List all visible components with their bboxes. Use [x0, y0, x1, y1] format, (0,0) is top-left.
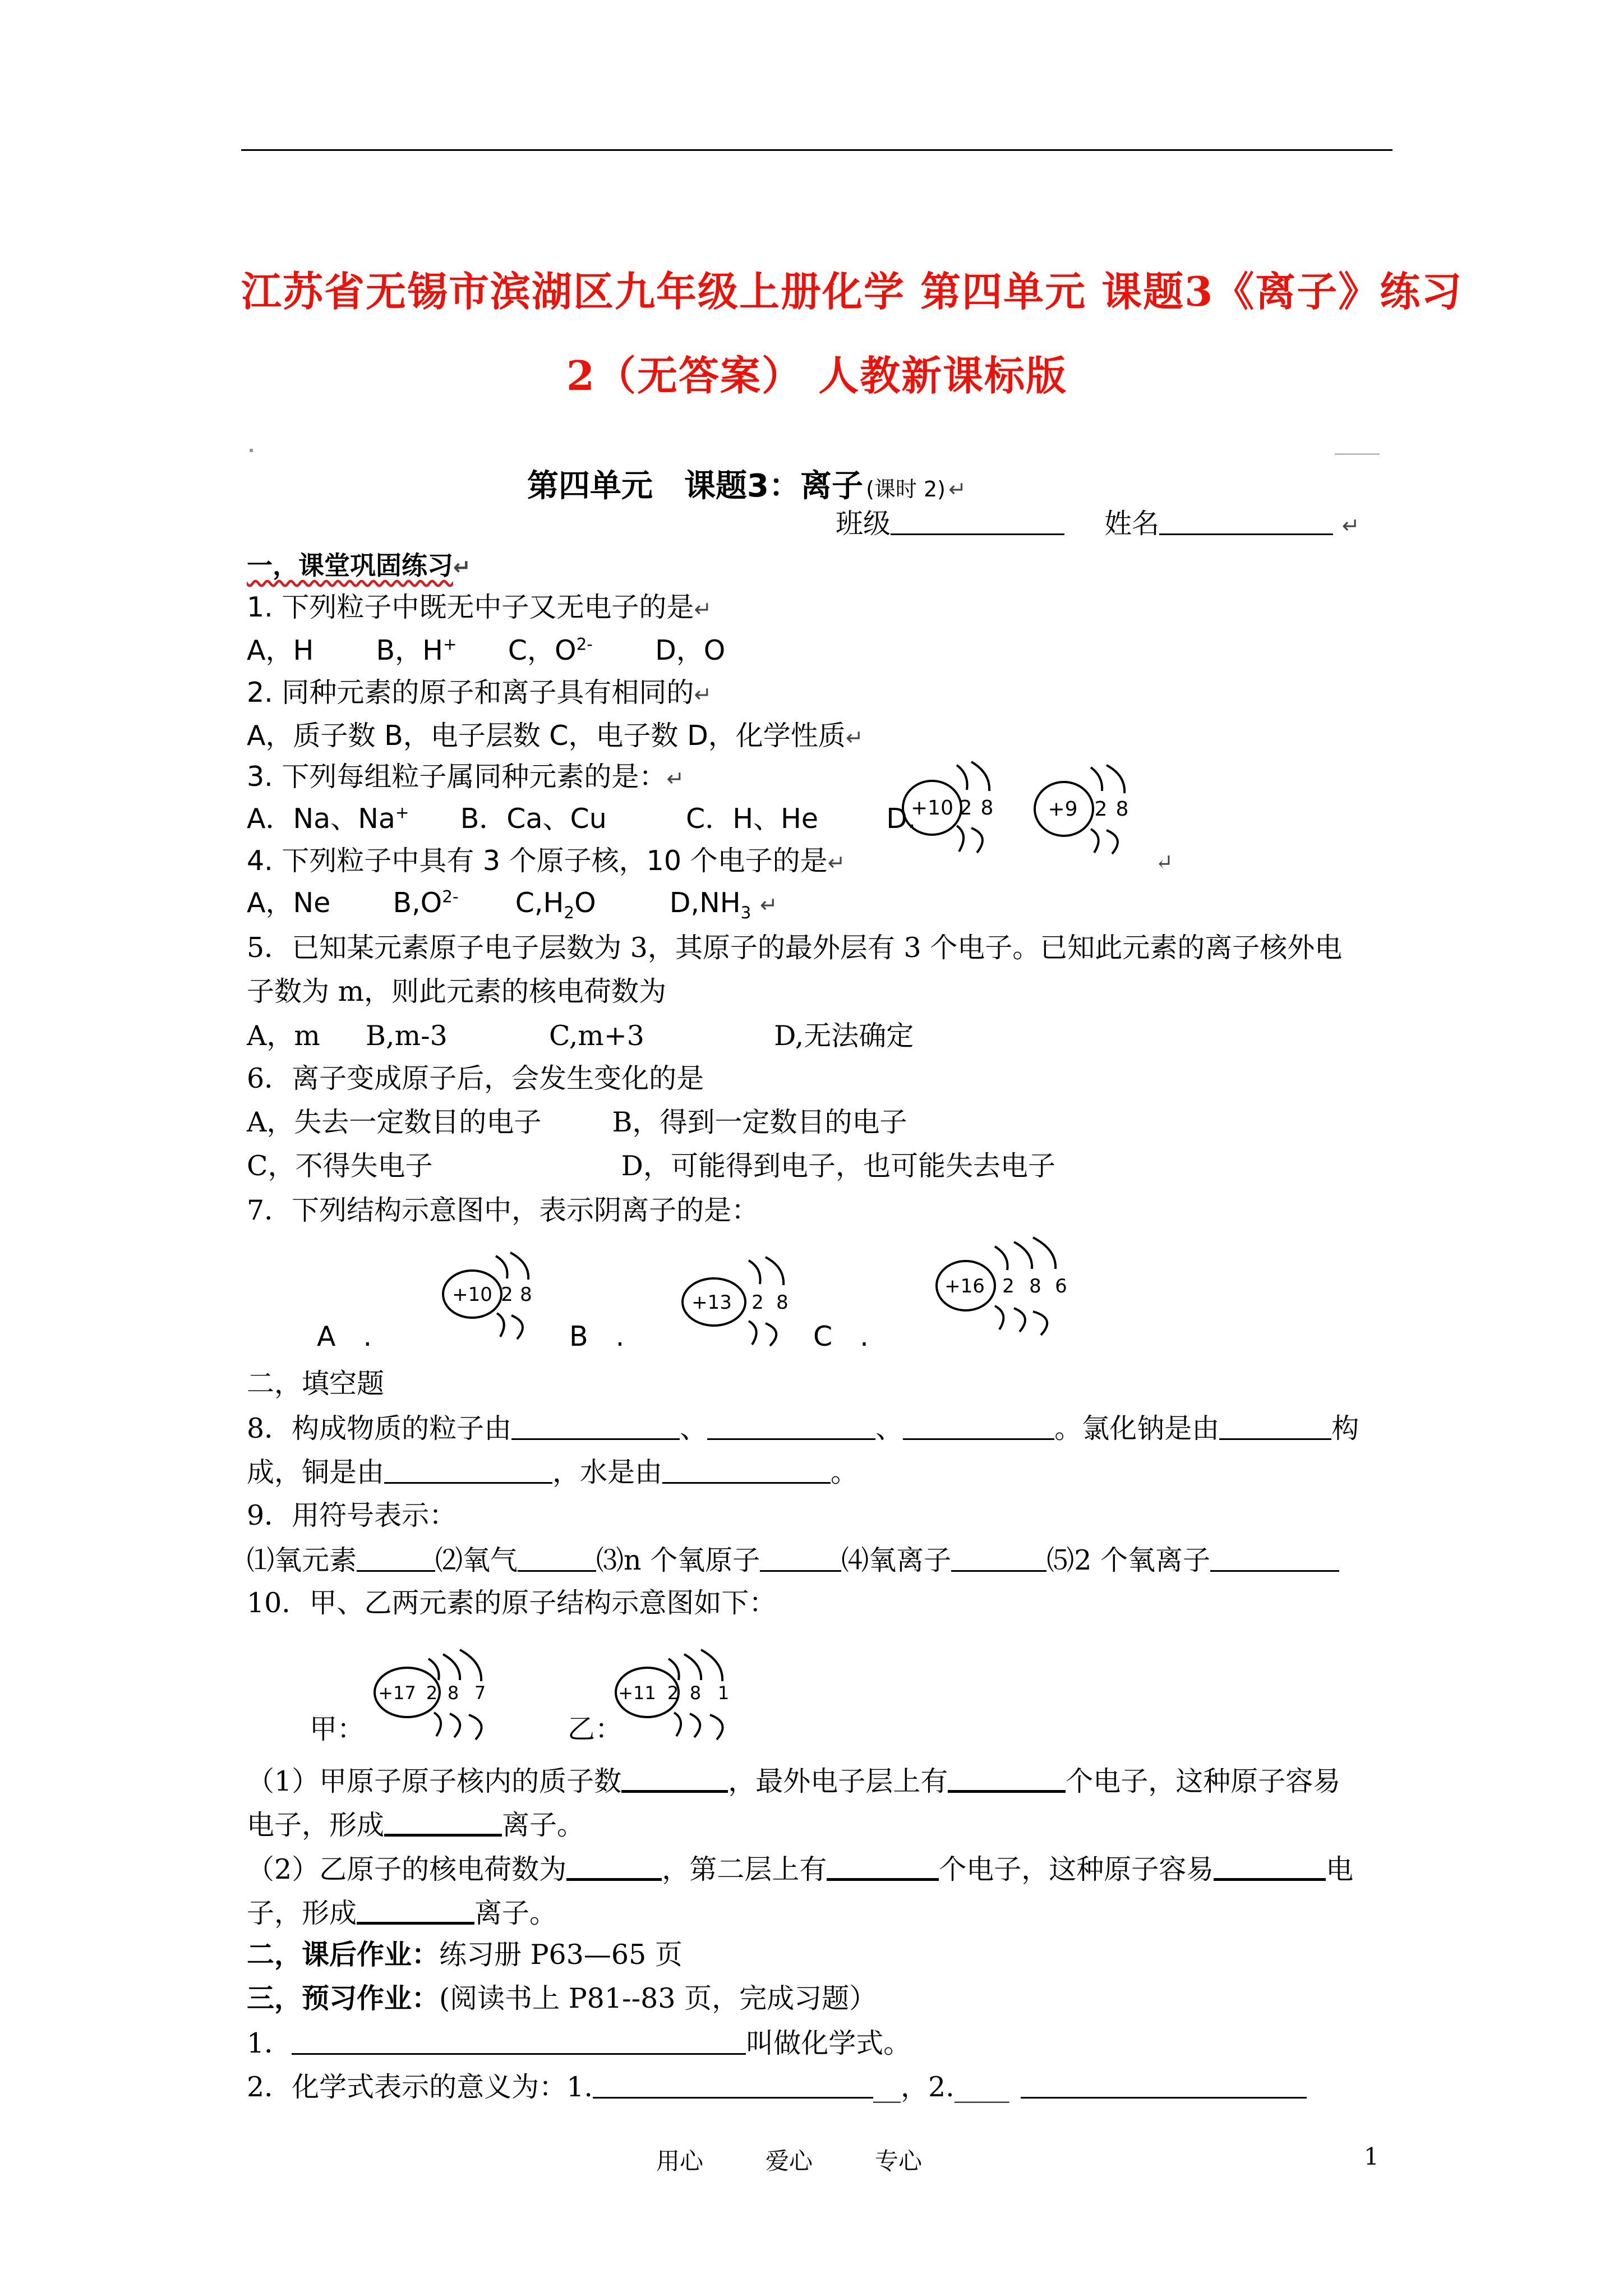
- q5-option-a: A，m: [247, 1020, 320, 1052]
- class-field[interactable]: [891, 509, 1064, 535]
- preview-question-2: 2．化学式表示的意义为：1. __，2.____: [247, 2072, 1307, 2101]
- question-10-1-line2: 电子，形成 离子。: [247, 1809, 585, 1841]
- q5-option-d: D,无法确定: [774, 1020, 914, 1052]
- atom-diagram-q3-2: [1029, 762, 1164, 857]
- return-mark-icon: ↵: [948, 477, 966, 501]
- shell-label: 6: [1055, 1275, 1067, 1297]
- nucleus-label: +11: [618, 1682, 656, 1704]
- nucleus-label: +10: [452, 1283, 492, 1306]
- q8-blank-3[interactable]: [903, 1414, 1054, 1440]
- return-mark-icon: ↵: [453, 555, 471, 579]
- shell-label: 8: [447, 1682, 459, 1704]
- q6-option-c: C，不得失电子: [247, 1150, 433, 1182]
- q9-blank-4[interactable]: [951, 1545, 1046, 1572]
- class-label: 班级: [836, 508, 891, 540]
- q10-1-blank-2[interactable]: [948, 1765, 1066, 1793]
- preview-label: 三，预习作业：: [247, 1982, 440, 2014]
- q1-option-d: D，O: [655, 634, 726, 666]
- q10-2-blank-1[interactable]: [566, 1853, 662, 1881]
- q1-option-a: A，H: [247, 634, 314, 666]
- q6-option-a: A，失去一定数目的电子: [247, 1106, 542, 1138]
- shell-label: 8: [520, 1283, 532, 1306]
- preview-text: (阅读书上 P81--83 页，完成习题）: [439, 1982, 877, 2014]
- question-4-options: [247, 887, 778, 922]
- q1-option-b: B，H+: [376, 634, 457, 666]
- q6-option-d: D，可能得到电子，也可能失去电子: [621, 1150, 1055, 1182]
- q4-option-c: $C,H_2O$: [515, 887, 596, 922]
- shell-label: 2: [1094, 798, 1108, 821]
- q4-option-d: $D,NH_3$: [669, 887, 751, 922]
- return-mark-icon: ↵: [759, 892, 778, 917]
- question-7: 7．下列结构示意图中，表示阴离子的是：: [247, 1194, 759, 1226]
- corner-rule: [1335, 453, 1380, 455]
- question-6-options-row2: [247, 1152, 1055, 1180]
- q3-option-a: A．Na、Na+: [247, 803, 409, 835]
- shell-label: 2: [1002, 1275, 1015, 1297]
- q8-blank-6[interactable]: [662, 1457, 831, 1484]
- nucleus-label: +10: [911, 797, 953, 820]
- q9-blank-2[interactable]: [518, 1545, 596, 1572]
- q5-option-b: B,m-3: [366, 1020, 448, 1052]
- question-1: 1. 下列粒子中既无中子又无电子的是↵: [247, 591, 712, 623]
- document-title-line1: 江苏省无锡市滨湖区九年级上册化学 第四单元 课题3《离子》练习: [241, 268, 1463, 315]
- shell-label: 8: [689, 1682, 702, 1704]
- return-mark-icon: ↵: [1341, 513, 1360, 538]
- question-10-2-line2: 子，形成 离子。: [247, 1897, 557, 1929]
- name-label: 姓名: [1104, 508, 1160, 540]
- q9-blank-3[interactable]: [760, 1545, 841, 1572]
- p1-blank[interactable]: [292, 2028, 746, 2055]
- q8-blank-1[interactable]: [511, 1414, 680, 1440]
- q3-option-d: D.: [886, 803, 916, 835]
- q8-blank-4[interactable]: [1219, 1414, 1331, 1440]
- question-5-line2: 子数为 m，则此元素的核电荷数为: [247, 976, 667, 1007]
- question-5-options: [247, 1022, 914, 1050]
- q10-1-blank-3[interactable]: [384, 1809, 502, 1837]
- shell-label: 2: [501, 1283, 513, 1306]
- q5-option-c: C,m+3: [548, 1020, 644, 1052]
- shell-label: 8: [1029, 1275, 1041, 1297]
- return-mark-icon: ↵: [1155, 850, 1173, 875]
- nucleus-label: +16: [944, 1275, 985, 1297]
- question-10: 10．甲、乙两元素的原子结构示意图如下：: [247, 1587, 777, 1619]
- homework-text: 练习册 P63—65 页: [439, 1939, 683, 1971]
- section1-title: 一，课堂巩固练习↵: [247, 550, 471, 581]
- question-10-1-line1: （1）甲原子原子核内的质子数 ，最外电子层上有 个电子，这种原子容易: [247, 1765, 1341, 1797]
- question-8-line1: 8．构成物质的粒子由 、 、 。氯化钠是由 构: [247, 1412, 1359, 1444]
- homework-label: 二，课后作业：: [247, 1938, 440, 1971]
- q10-2-blank-2[interactable]: [827, 1853, 939, 1881]
- shell-label: 8: [1115, 798, 1129, 821]
- shell-label: 7: [474, 1682, 486, 1704]
- q1-option-c: C，$O^{2-}$: [508, 634, 593, 666]
- question-9: 9．用符号表示：: [247, 1499, 457, 1531]
- q10-2-blank-3[interactable]: [1214, 1853, 1326, 1881]
- q10-jia-label: 甲：: [310, 1713, 365, 1745]
- question-1-options: [247, 634, 726, 666]
- return-mark-icon: ↵: [694, 682, 712, 707]
- preview-question-1: 1． 叫做化学式。: [247, 2027, 911, 2059]
- shell-label: 8: [980, 797, 994, 820]
- atom-diagram-q10-yi: [611, 1646, 763, 1742]
- question-2-options: A，质子数 B，电子层数 C，电子数 D，化学性质↵: [247, 720, 864, 752]
- atom-diagram-q7-c: [931, 1234, 1082, 1341]
- worksheet-heading-main: 第四单元 课题3：离子: [527, 468, 863, 504]
- return-mark-icon: ↵: [845, 725, 864, 750]
- question-4: 4. 下列粒子中具有 3 个原子核，10 个电子的是↵: [247, 845, 846, 877]
- q7-option-a: A .: [317, 1320, 372, 1352]
- question-6: 6．离子变成原子后，会发生变化的是: [247, 1062, 704, 1094]
- footer-left: 用心: [656, 2147, 704, 2175]
- shell-label: 2: [667, 1682, 679, 1704]
- footer-right: 专心: [875, 2147, 923, 2175]
- footer-middle: 爱心: [766, 2147, 813, 2175]
- q10-yi-label: 乙：: [568, 1713, 623, 1745]
- question-8-line2: 成，铜是由 ，水是由 。: [247, 1456, 859, 1488]
- p2-blank-2[interactable]: [1021, 2072, 1307, 2099]
- question-2: 2. 同种元素的原子和离子具有相同的↵: [247, 677, 712, 708]
- worksheet-heading-sub: (课时 2): [866, 477, 946, 501]
- q7-option-b: B .: [569, 1320, 625, 1352]
- atom-diagram-q7-b: [676, 1254, 810, 1349]
- shell-label: 2: [959, 797, 972, 820]
- section2-title: 二，填空题: [247, 1368, 385, 1400]
- q7-option-c: C .: [813, 1320, 869, 1352]
- q10-2-blank-4[interactable]: [357, 1897, 474, 1925]
- q9-blank-5[interactable]: [1210, 1545, 1339, 1572]
- shell-label: 2: [751, 1291, 764, 1314]
- document-title-line2: 2（无答案） 人教新课标版: [566, 352, 1068, 399]
- question-9-items: ⑴氧元素 ⑵氧气 ⑶n 个氧原子 ⑷氧离子 ⑸2 个氧离子: [247, 1545, 1339, 1574]
- p2-blank-1[interactable]: [593, 2072, 873, 2099]
- q10-1-blank-1[interactable]: [621, 1765, 728, 1793]
- q8-blank-5[interactable]: [384, 1457, 552, 1484]
- nucleus-label: +17: [378, 1682, 416, 1704]
- question-10-2-line1: （2）乙原子的核电荷数为 ，第二层上有 个电子，这种原子容易 电: [247, 1853, 1354, 1885]
- q6-option-b: B，得到一定数目的电子: [612, 1106, 907, 1138]
- question-5-line1: 5．已知某元素原子电子层数为 3，其原子的最外层有 3 个电子。已知此元素的离子核外电: [247, 932, 1343, 964]
- shell-label: 8: [776, 1291, 789, 1314]
- page-number: 1: [1364, 2143, 1379, 2170]
- q4-option-a: A，Ne: [247, 887, 331, 919]
- nucleus-label: +13: [691, 1291, 732, 1314]
- return-mark-icon: ↵: [666, 766, 685, 791]
- question-3: 3. 下列每组粒子属同种元素的是：↵: [247, 761, 685, 793]
- preview-row: [247, 1982, 877, 2014]
- class-name-row: [836, 508, 1360, 540]
- dot-mark: [250, 449, 253, 452]
- shell-label: 2: [426, 1682, 438, 1704]
- q3-option-c: C．H、He: [685, 803, 819, 835]
- q3-option-b: B．Ca、Cu: [460, 803, 607, 835]
- return-mark-icon: ↵: [694, 597, 712, 622]
- atom-diagram-q7-a: [437, 1248, 561, 1343]
- homework-row: [247, 1938, 683, 1971]
- question-6-options-row1: [247, 1108, 907, 1136]
- q9-blank-1[interactable]: [357, 1545, 435, 1572]
- worksheet-heading: [527, 461, 966, 506]
- nucleus-label: +9: [1048, 798, 1078, 821]
- header-rule: [241, 149, 1393, 151]
- return-mark-icon: ↵: [827, 850, 846, 875]
- q8-blank-2[interactable]: [707, 1414, 875, 1440]
- shell-label: 1: [717, 1682, 730, 1704]
- question-3-options: [247, 803, 916, 835]
- q4-option-b: $B,O^{2-}$: [393, 887, 459, 919]
- name-field[interactable]: [1159, 509, 1333, 535]
- atom-diagram-q10-jia: [370, 1646, 522, 1742]
- atom-diagram-q3-1: [897, 757, 1032, 858]
